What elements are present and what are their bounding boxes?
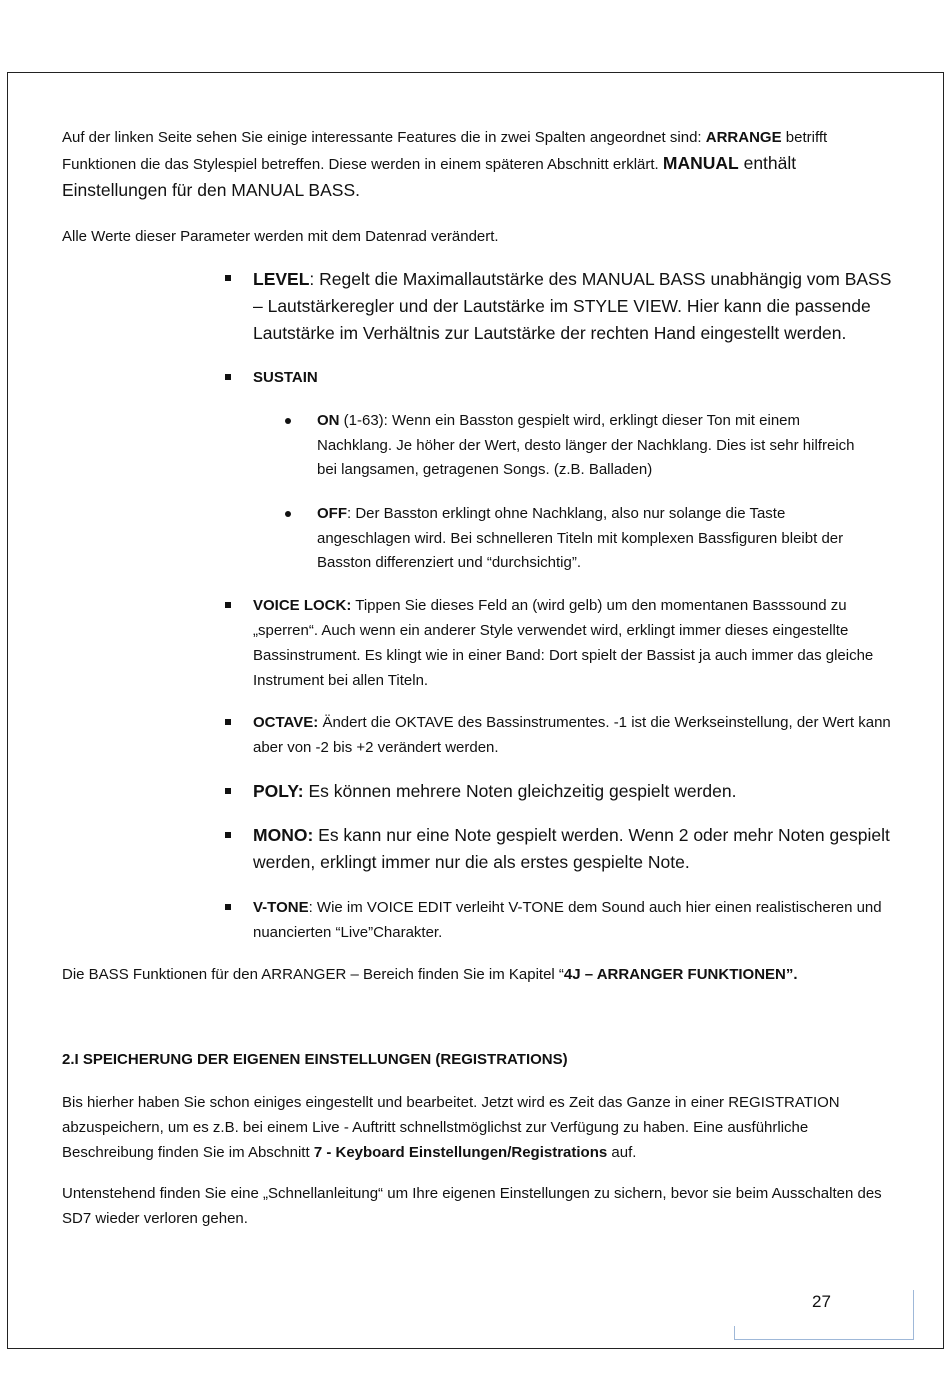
square-bullet [225, 832, 231, 838]
list-item-poly: POLY: Es können mehrere Noten gleichzeitig gespielt werden. [253, 781, 737, 801]
sub-item-off: OFF: Der Basston erklingt ohne Nachklang, also nur solange die Taste angeschlagen wird. Bei schnelleren Titeln mit komplexen Bassfiguren bleibt der Basston differenziert und “durchsichtig”. [317, 505, 844, 571]
square-bullet [225, 719, 231, 725]
round-bullet [285, 511, 291, 517]
square-bullet [225, 904, 231, 910]
round-bullet [285, 418, 291, 424]
section-paragraph-2: Untenstehend finden Sie eine „Schnellanleitung“ um Ihre eigenen Einstellungen zu sichern, bevor sie beim Ausschalten des SD7 wieder verloren gehen. [62, 1185, 882, 1227]
square-bullet [225, 275, 231, 281]
section-paragraph: Bis hierher haben Sie schon einiges eingestellt und bearbeitet. Jetzt wird es Zeit das Ganze in einer REGISTRATION abzuspeichern, um es z.B. bei einem Live - Auftritt schnellstmöglichst zur Verfügung zu haben. Eine ausführliche Beschreibung finden Sie im Abschnitt 7 - Keyboard Einstellungen/Registrations auf. [62, 1094, 840, 1161]
list-item-octave: OCTAVE: Ändert die OKTAVE des Bassinstrumentes. -1 ist die Werkseinstellung, der Wert kann aber von -2 bis +2 verändert werden. [253, 714, 891, 756]
section-heading: 2.I SPEICHERUNG DER EIGENEN EINSTELLUNGEN (REGISTRATIONS) [62, 1051, 568, 1068]
intro-paragraph: Auf der linken Seite sehen Sie einige interessante Features die in zwei Spalten angeordnet sind: ARRANGE betrifft Funktionen die das Stylespiel betreffen. Diese werden in einem späteren Abschnitt erklärt. MANUAL enthält Einstellungen für den MANUAL BASS. [62, 129, 828, 200]
arranger-reference: Die BASS Funktionen für den ARRANGER – Bereich finden Sie im Kapitel “4J – ARRANGER FUNKTIONEN”. [62, 966, 798, 983]
list-item-voice-lock: VOICE LOCK: Tippen Sie dieses Feld an (wird gelb) um den momentanen Basssound zu „sperren“. Auch wenn ein anderer Style verwendet wird, erklingt immer dieses eingestellte Bassinstrument. Es klingt wie in einer Band: Dort spielt der Bassist ja auch immer das gleiche Instrument bei allen Titeln. [253, 597, 874, 689]
square-bullet [225, 374, 231, 380]
list-item-level: LEVEL: Regelt die Maximallautstärke des MANUAL BASS unabhängig vom BASS – Lautstärkeregler und der Lautstärke im STYLE VIEW. Hier kann die passende Lautstärke im Verhältnis zur Lautstärke der rechten Hand eingestellt werden. [253, 269, 892, 343]
sub-item-on: ON (1-63): Wenn ein Basston gespielt wird, erklingt dieser Ton mit einem Nachklang. Je höher der Wert, desto länger der Nachklang. Dies ist sehr hilfreich bei langsamen, getragenen Songs. (z.B. Balladen) [317, 412, 855, 478]
square-bullet [225, 602, 231, 608]
list-item-mono: MONO: Es kann nur eine Note gespielt werden. Wenn 2 oder mehr Noten gespielt werden, erklingt immer nur die als erstes gespielte Note. [253, 825, 890, 872]
list-item-sustain: SUSTAIN [253, 369, 318, 386]
intro-note: Alle Werte dieser Parameter werden mit dem Datenrad verändert. [62, 228, 499, 245]
square-bullet [225, 788, 231, 794]
page-number: 27 [812, 1292, 831, 1311]
list-item-v-tone: V-TONE: Wie im VOICE EDIT verleiht V-TONE dem Sound auch hier einen realistischeren und nuancierten “Live”Charakter. [253, 899, 882, 941]
